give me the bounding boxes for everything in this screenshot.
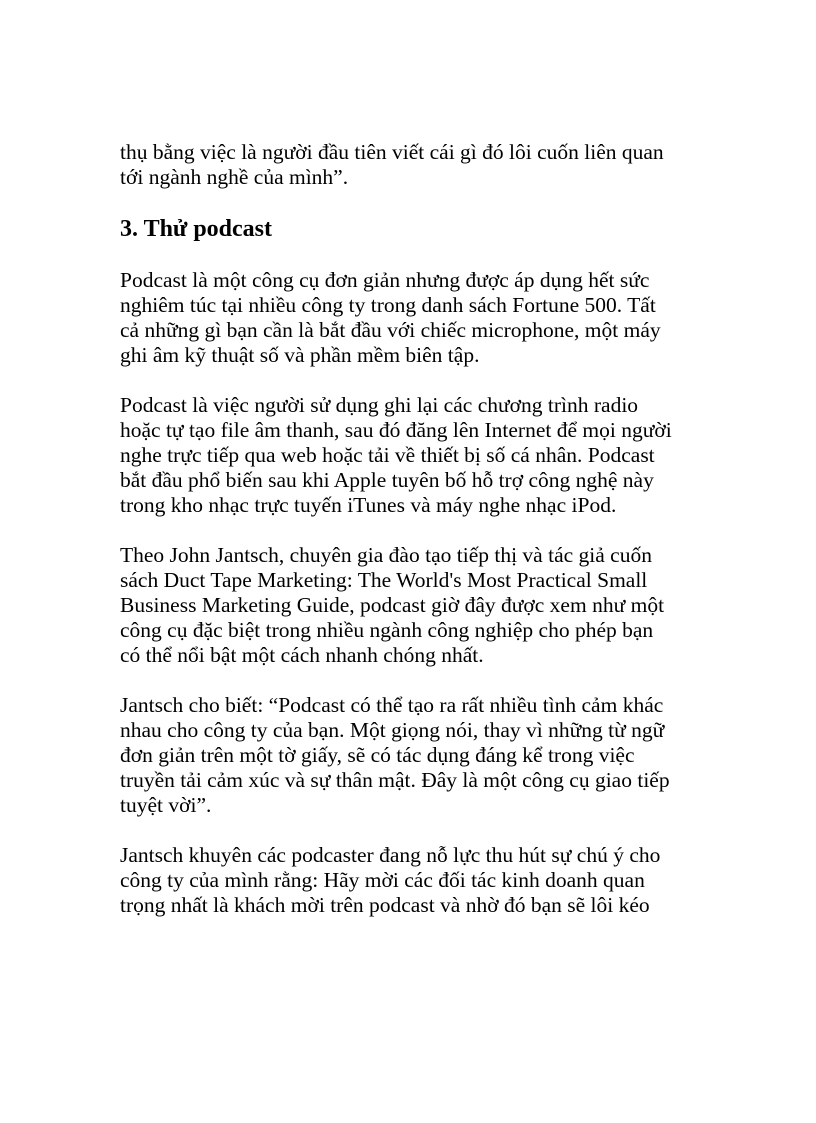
- document-body: [120, 140, 730, 943]
- section-heading: 3. Thử podcast: [120, 216, 273, 242]
- text-line: đơn giản trên một tờ giấy, sẽ có tác dụng đáng kể trong việc: [120, 743, 635, 767]
- text-line: công ty của mình rằng: Hãy mời các đối tác kinh doanh quan: [120, 868, 645, 892]
- text-line: Podcast là một công cụ đơn giản nhưng được áp dụng hết sức: [120, 268, 650, 292]
- text-line: có thể nổi bật một cách nhanh chóng nhất.: [120, 643, 484, 667]
- text-line: Podcast là việc người sử dụng ghi lại các chương trình radio: [120, 393, 639, 417]
- paragraph-4: [120, 693, 730, 818]
- text-line: nhau cho công ty của bạn. Một giọng nói, thay vì những từ ngữ: [120, 718, 665, 742]
- text-line: bắt đầu phổ biến sau khi Apple tuyên bố hỗ trợ công nghệ này: [120, 468, 654, 492]
- text-line: tuyệt vời”.: [120, 793, 212, 817]
- text-line: thụ bằng việc là người đầu tiên viết cái gì đó lôi cuốn liên quan: [120, 140, 664, 164]
- text-line: tới ngành nghề của mình”.: [120, 165, 349, 189]
- text-line: nghiêm túc tại nhiều công ty trong danh sách Fortune 500. Tất: [120, 293, 656, 317]
- text-line: trong kho nhạc trực tuyến iTunes và máy nghe nhạc iPod.: [120, 493, 617, 517]
- paragraph-3: [120, 543, 730, 668]
- text-line: sách Duct Tape Marketing: The World's Most Practical Small: [120, 568, 648, 592]
- text-line: nghe trực tiếp qua web hoặc tải về thiết bị số cá nhân. Podcast: [120, 443, 655, 467]
- text-line: Jantsch khuyên các podcaster đang nỗ lực thu hút sự chú ý cho: [120, 843, 661, 867]
- text-line: hoặc tự tạo file âm thanh, sau đó đăng lên Internet để mọi người: [120, 418, 672, 442]
- text-line: trọng nhất là khách mời trên podcast và nhờ đó bạn sẽ lôi kéo: [120, 893, 650, 917]
- text-line: cả những gì bạn cần là bắt đầu với chiếc microphone, một máy: [120, 318, 661, 342]
- paragraph-5: [120, 843, 730, 918]
- text-line: Theo John Jantsch, chuyên gia đào tạo tiếp thị và tác giả cuốn: [120, 543, 652, 567]
- text-line: truyền tải cảm xúc và sự thân mật. Đây là một công cụ giao tiếp: [120, 768, 670, 792]
- text-line: Jantsch cho biết: “Podcast có thể tạo ra rất nhiều tình cảm khác: [120, 693, 664, 717]
- text-line: Business Marketing Guide, podcast giờ đây được xem như một: [120, 593, 665, 617]
- intro-paragraph: [120, 140, 730, 190]
- paragraph-1: [120, 268, 730, 368]
- text-line: công cụ đặc biệt trong nhiều ngành công nghiệp cho phép bạn: [120, 618, 654, 642]
- paragraph-2: [120, 393, 730, 518]
- text-line: ghi âm kỹ thuật số và phần mềm biên tập.: [120, 343, 480, 367]
